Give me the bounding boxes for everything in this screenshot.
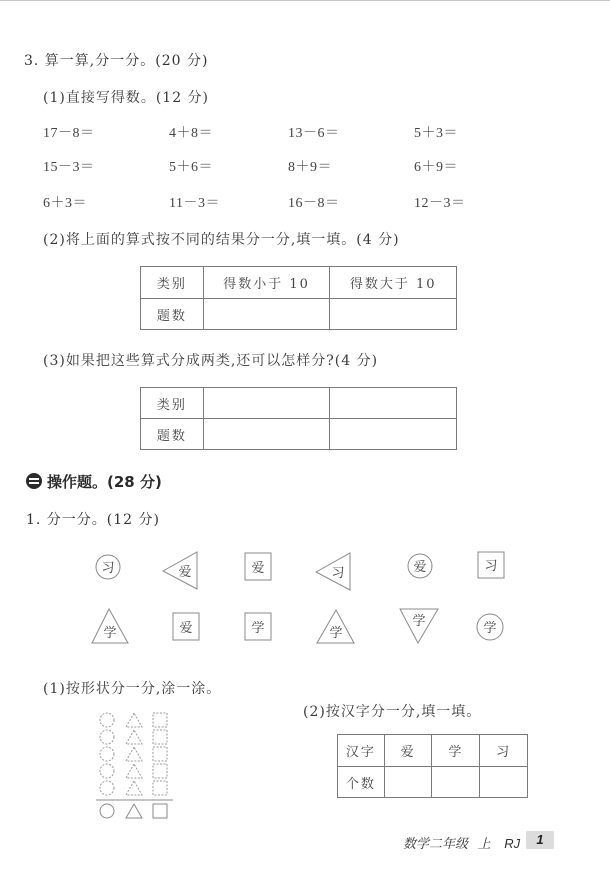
question-3-title: 3. 算一算,分一分。(20 分) xyxy=(24,53,209,69)
question-3-part-2-title: (2)将上面的算式按不同的结果分一分,填一填。(4 分) xyxy=(43,232,400,248)
equation: 5＋6＝ xyxy=(169,160,213,175)
svg-text:学: 学 xyxy=(483,621,497,636)
shape-sorting-figure xyxy=(0,540,610,660)
equation: 4＋8＝ xyxy=(169,126,213,141)
svg-text:习: 习 xyxy=(484,559,498,574)
question-1-title: 1. 分一分。(12 分) xyxy=(26,512,160,528)
section-number-icon xyxy=(26,473,42,489)
equation: 6＋3＝ xyxy=(43,196,87,211)
footer-edition: RJ xyxy=(504,836,521,851)
answer-cell[interactable] xyxy=(330,388,457,419)
question-3-part-3-title: (3)如果把这些算式分成两类,还可以怎样分?(4 分) xyxy=(43,353,379,369)
circle-label-icon xyxy=(100,804,114,818)
svg-text:学: 学 xyxy=(251,621,265,636)
table-header-cell: 个数 xyxy=(338,767,385,798)
equation: 16－8＝ xyxy=(288,196,340,211)
svg-text:学: 学 xyxy=(412,614,426,629)
question-1-part-2-title: (2)按汉字分一分,填一填。 xyxy=(303,704,482,720)
answer-cell[interactable] xyxy=(203,388,330,419)
table-header-cell: 类别 xyxy=(141,388,204,419)
section-2-heading xyxy=(26,471,162,492)
footer-volume: 上 xyxy=(477,836,491,851)
svg-text:学: 学 xyxy=(103,626,117,641)
equation: 12－3＝ xyxy=(414,196,466,211)
footer-book-title xyxy=(403,833,520,852)
shape-coloring-chart[interactable] xyxy=(90,705,180,825)
equation: 17－8＝ xyxy=(43,126,95,141)
svg-text:爱: 爱 xyxy=(413,560,427,575)
equation: 8＋9＝ xyxy=(288,160,332,175)
answer-cell[interactable] xyxy=(480,767,528,798)
svg-text:爱: 爱 xyxy=(251,561,265,576)
answer-cell[interactable] xyxy=(330,299,457,330)
answer-cell[interactable] xyxy=(432,767,480,798)
answer-cell[interactable] xyxy=(384,767,432,798)
answer-cell[interactable] xyxy=(203,419,330,450)
svg-text:爱: 爱 xyxy=(178,565,192,580)
table-header-cell: 题数 xyxy=(141,419,204,450)
table-header-cell: 得数小于 10 xyxy=(203,267,330,299)
table-header-cell: 类别 xyxy=(141,267,204,299)
result-category-table xyxy=(140,266,457,330)
table-header-cell: 习 xyxy=(480,735,528,767)
equation: 11－3＝ xyxy=(169,196,220,211)
square-label-icon xyxy=(153,804,167,818)
question-1-part-1-title: (1)按形状分一分,涂一涂。 xyxy=(43,681,222,697)
answer-cell[interactable] xyxy=(203,299,330,330)
answer-cell[interactable] xyxy=(330,419,457,450)
page-number-badge: 1 xyxy=(526,831,554,849)
svg-text:习: 习 xyxy=(331,566,345,581)
svg-text:爱: 爱 xyxy=(179,621,193,636)
equation: 5＋3＝ xyxy=(414,126,458,141)
equation: 13－6＝ xyxy=(288,126,340,141)
table-header-cell: 学 xyxy=(432,735,480,767)
footer-subject: 数学二年级 xyxy=(403,836,469,851)
equation: 6＋9＝ xyxy=(414,160,458,175)
question-3-part-1-title: (1)直接写得数。(12 分) xyxy=(43,90,210,106)
custom-category-table xyxy=(140,387,457,450)
svg-text:习: 习 xyxy=(101,561,115,576)
table-header-cell: 汉字 xyxy=(338,735,385,767)
equation: 15－3＝ xyxy=(43,160,95,175)
character-count-table xyxy=(337,734,528,798)
svg-text:学: 学 xyxy=(329,626,343,641)
table-header-cell: 得数大于 10 xyxy=(330,267,457,299)
triangle-label-icon xyxy=(126,804,142,818)
table-header-cell: 题数 xyxy=(141,299,204,330)
section-2-title: 操作题。(28 分) xyxy=(47,473,162,491)
table-header-cell: 爱 xyxy=(384,735,432,767)
top-border xyxy=(0,0,610,1)
